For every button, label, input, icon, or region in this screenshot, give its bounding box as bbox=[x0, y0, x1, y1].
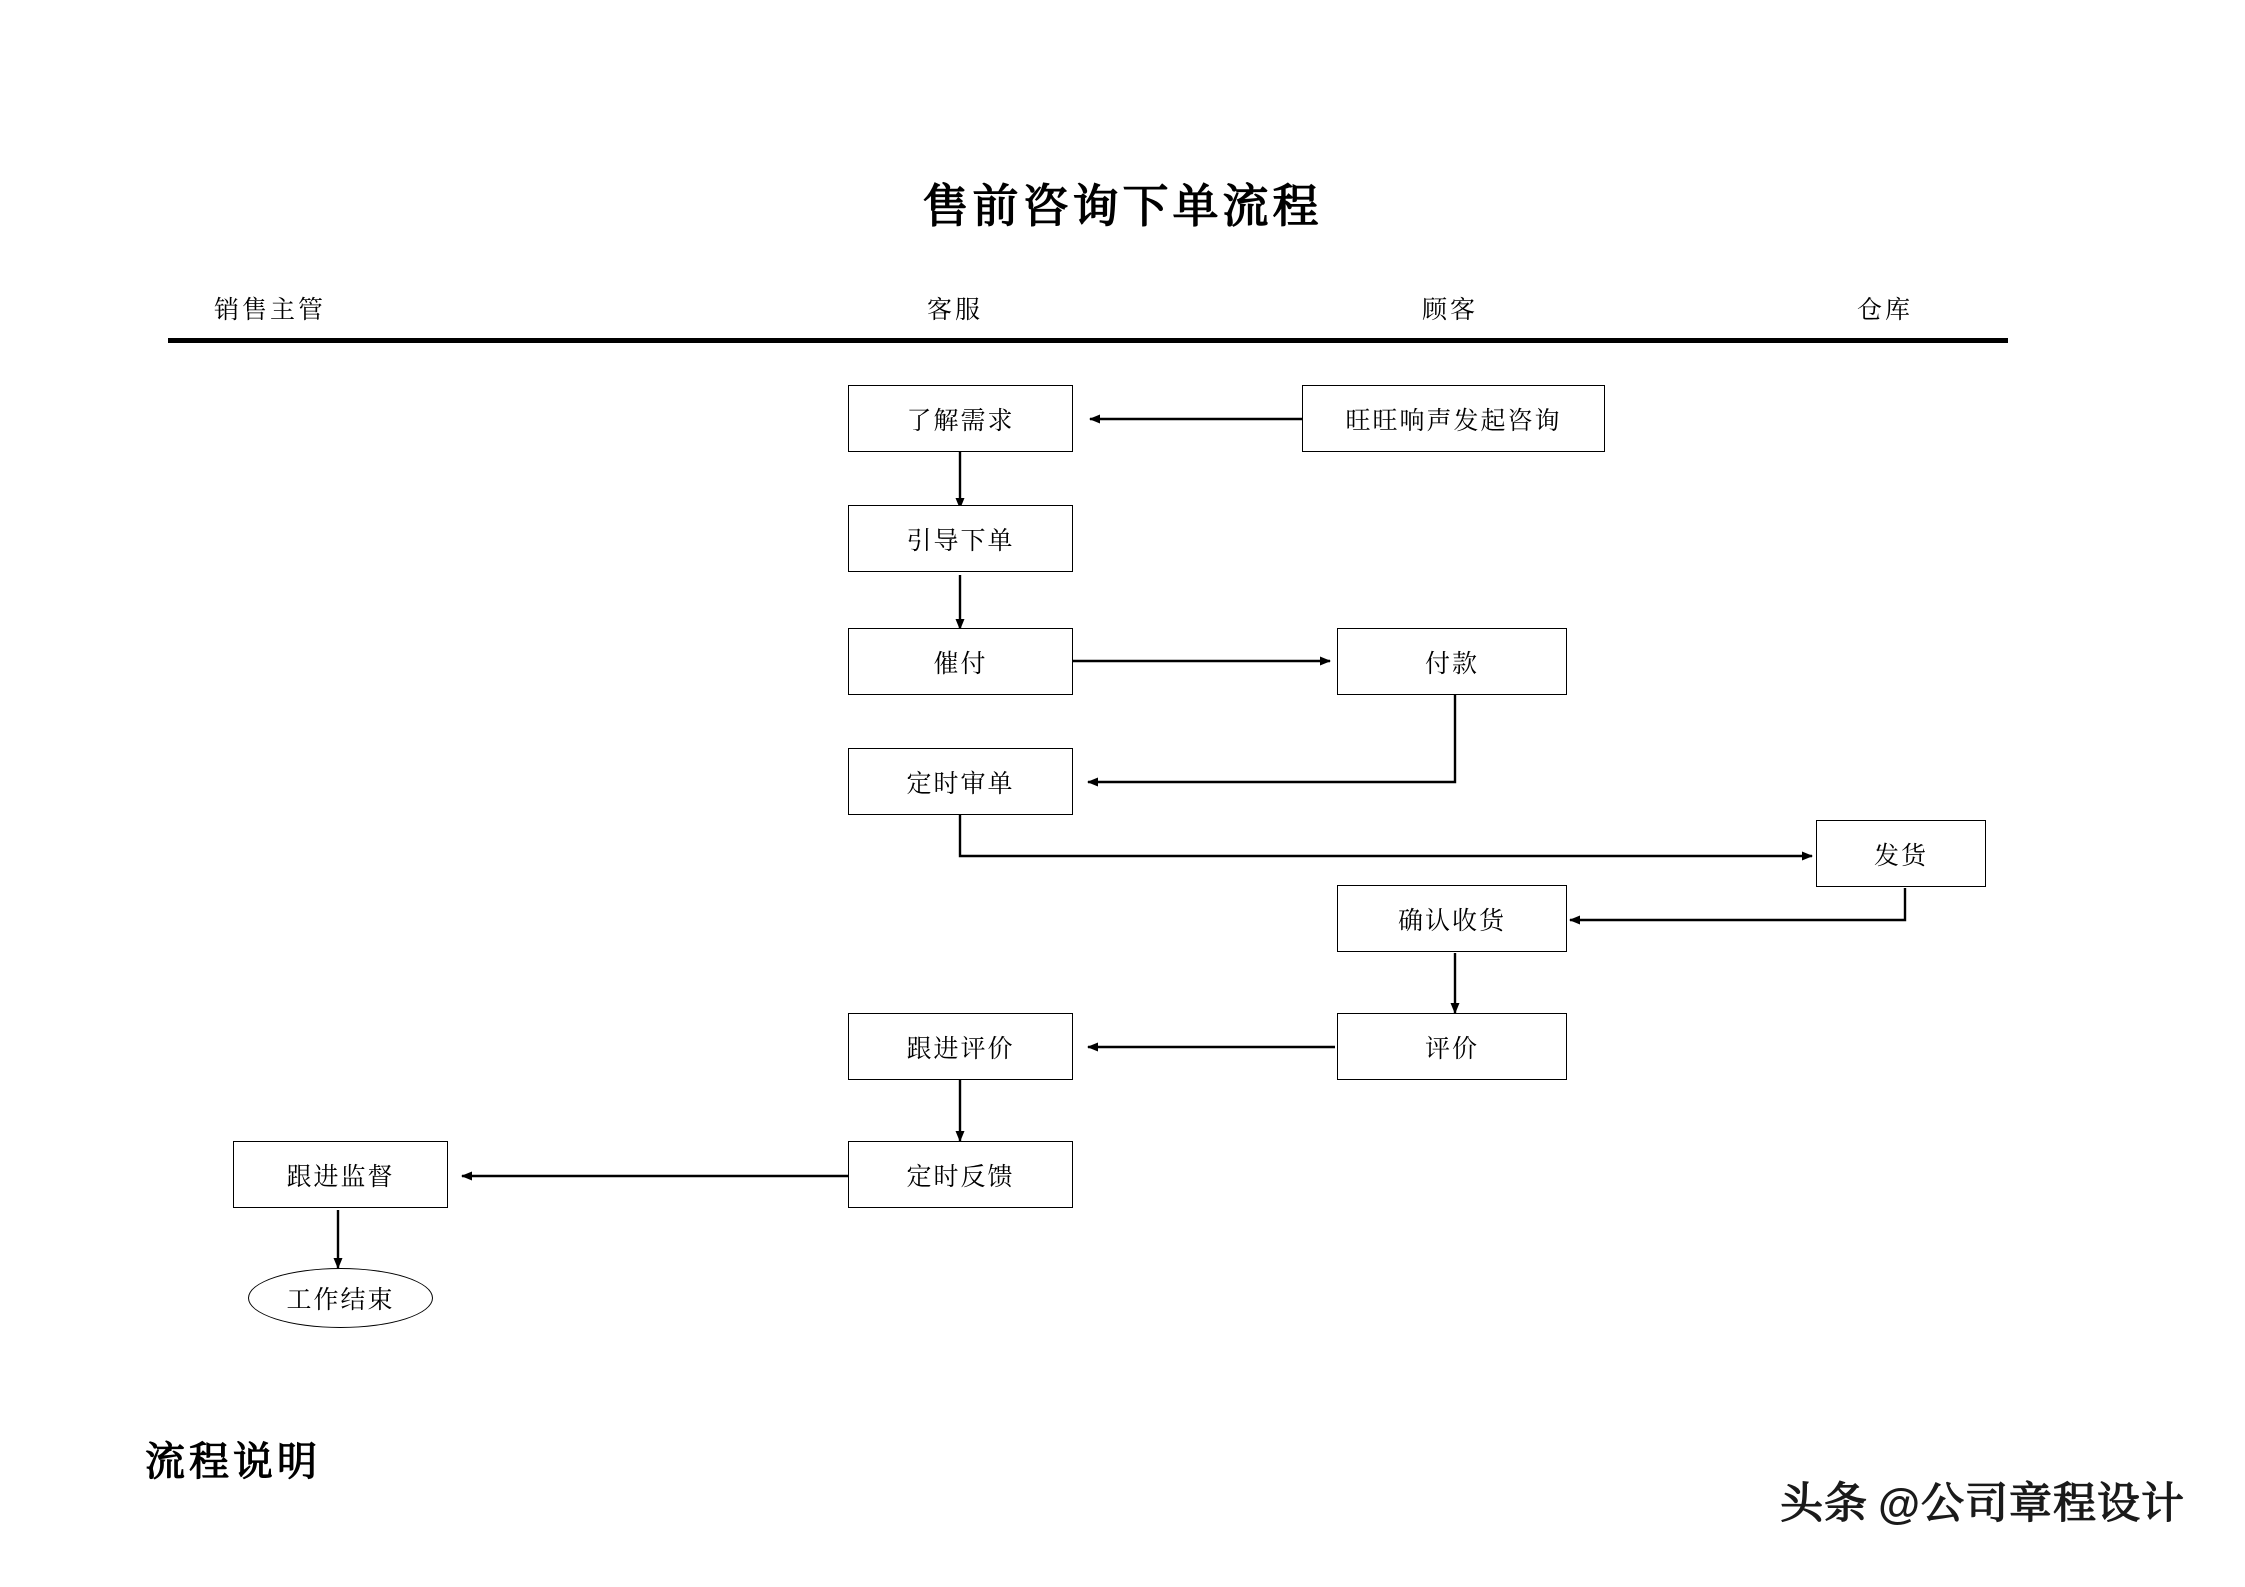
node-label: 评价 bbox=[1424, 1035, 1479, 1063]
page-title: 售前咨询下单流程 bbox=[922, 181, 1323, 232]
node-label: 引导下单 bbox=[906, 527, 1015, 555]
node-understand-needs[interactable] bbox=[848, 385, 1073, 452]
node-label: 付款 bbox=[1424, 650, 1479, 678]
node-scheduled-order-review[interactable] bbox=[848, 748, 1073, 815]
node-payment[interactable] bbox=[1337, 628, 1567, 695]
node-follow-up-supervision[interactable] bbox=[233, 1141, 448, 1208]
lane-label-sales-manager: 销售主管 bbox=[213, 297, 326, 324]
node-label: 工作结束 bbox=[286, 1287, 395, 1314]
node-label: 定时审单 bbox=[906, 770, 1015, 798]
node-label: 催付 bbox=[933, 650, 988, 678]
node-scheduled-feedback[interactable] bbox=[848, 1141, 1073, 1208]
node-review[interactable] bbox=[1337, 1013, 1567, 1080]
node-confirm-receipt[interactable] bbox=[1337, 885, 1567, 952]
lane-label-customer: 顾客 bbox=[1421, 297, 1478, 324]
node-guide-order[interactable] bbox=[848, 505, 1073, 572]
node-label: 定时反馈 bbox=[906, 1163, 1015, 1191]
node-label: 了解需求 bbox=[906, 407, 1015, 435]
watermark-source: 头条 bbox=[1780, 1480, 1869, 1528]
section-heading-process-description: 流程说明 bbox=[145, 1439, 321, 1484]
node-work-end[interactable] bbox=[248, 1268, 433, 1328]
lane-label-customer-service: 客服 bbox=[926, 297, 983, 324]
node-follow-up-review[interactable] bbox=[848, 1013, 1073, 1080]
node-shipment[interactable] bbox=[1816, 820, 1986, 887]
watermark-account: @公司章程设计 bbox=[1878, 1480, 2185, 1528]
node-label: 旺旺响声发起咨询 bbox=[1345, 407, 1562, 435]
lane-label-warehouse: 仓库 bbox=[1856, 297, 1913, 324]
node-label: 确认收货 bbox=[1397, 907, 1506, 935]
node-payment-reminder[interactable] bbox=[848, 628, 1073, 695]
node-label: 跟进评价 bbox=[906, 1035, 1015, 1063]
node-wangwang-inquiry[interactable] bbox=[1302, 385, 1605, 452]
node-label: 跟进监督 bbox=[286, 1163, 395, 1191]
node-label: 发货 bbox=[1873, 842, 1928, 870]
